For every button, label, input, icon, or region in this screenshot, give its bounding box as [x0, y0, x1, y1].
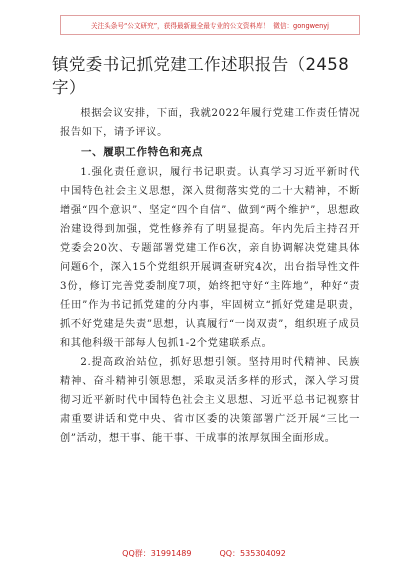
intro-paragraph: 根据会议安排，下面，我就2022年履行党建工作责任情况报告如下，请予评议。 [60, 108, 360, 138]
section-heading: 一、履职工作特色和亮点 [81, 146, 204, 158]
header-banner [60, 15, 360, 35]
body-paragraph: 1.强化责任意识，履行书记职责。认真学习习近平新时代中国特色社会主义思想，深入贯彻落实党的二十大精神，不断增强“四个意识”、坚定“四个自信”、做到“两个维护”，思想政治建设得到加强，党性修养有了明显提高。年内先后主持召开党委会20次、专题部署党建工作6次，亲自协调解决党建具体问题6个，深入15个党组织开展调查研究4次，出台指导性文件3份，修订完善党委制度7项，始终把守好“主阵地”，种好“责任田”作为书记抓党建的分内事，牢固树立“抓好党建是职责，抓不好党建是失责”思想，认真履行“一岗双责”，组织班子成员和其他科级干部每人包抓1-2个党建联系点。 [60, 167, 360, 349]
footer-qq: QQ：535304092 [219, 549, 286, 558]
footer-qq-group: QQ群：31991489 [122, 549, 192, 558]
document-title: 镇党委书记抓党建工作述职报告（2458字） [52, 55, 350, 97]
body-paragraph: 2.提高政治站位，抓好思想引领。坚持用时代精神、民族精神、奋斗精神引领思想，采取灵活多样的形式，深入学习贯彻习近平新时代中国特色社会主义思想、习近平总书记视察甘肃重要讲话和党中央、省市区委的决策部署广泛开展“三比一创”活动，想干事、能干事、干成事的浓厚氛围全面形成。 [60, 357, 360, 444]
document-body [60, 104, 360, 448]
banner-wechat: 微信：gongwenyj [273, 22, 329, 30]
banner-text: 关注头条号“公文研究”，获得最新最全最专业的公文资料库！ [90, 22, 270, 30]
footer [0, 548, 408, 559]
